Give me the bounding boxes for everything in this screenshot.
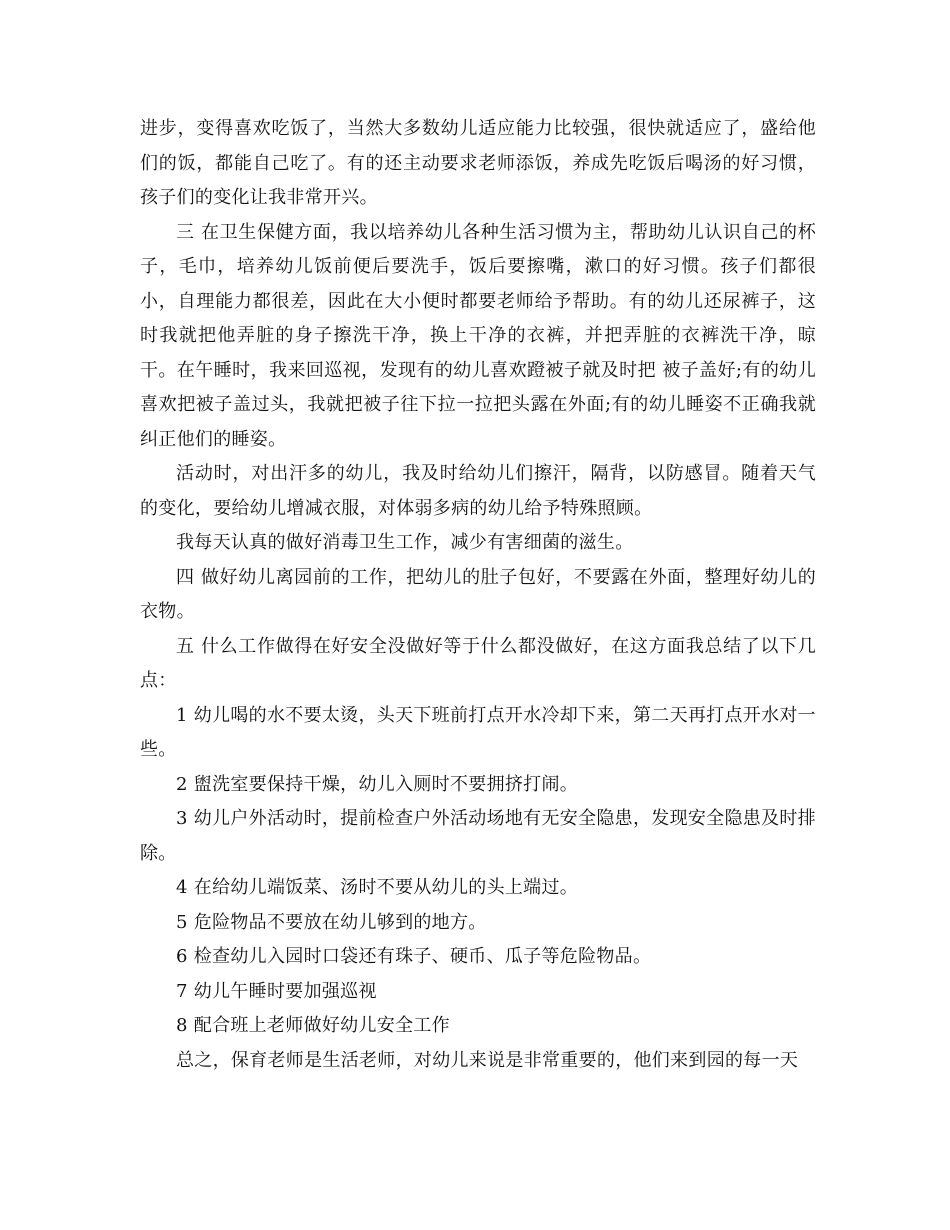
safety-item-6: 6 检查幼儿入园时口袋还有珠子、硬币、瓜子等危险物品。 bbox=[176, 946, 652, 967]
safety-item-2: 2 盥洗室要保持干燥，幼儿入厕时不要拥挤打闹。 bbox=[176, 773, 579, 795]
safety-item-8: 8 配合班上老师做好幼儿安全工作 bbox=[176, 1015, 450, 1036]
paragraph-activity-care: 活动时，对出汗多的幼儿，我及时给幼儿们擦汗，隔背，以防感冒。随着天气的变化，要给幼儿增减衣服，对体弱多病的幼儿给予特殊照顾。 bbox=[140, 463, 816, 519]
document-body bbox=[140, 112, 816, 1078]
safety-item-7: 7 幼儿午睡时要加强巡视 bbox=[176, 980, 377, 1002]
paragraph-conclusion: 总之，保育老师是生活老师，对幼儿来说是非常重要的，他们来到园的每一天 bbox=[176, 1049, 799, 1071]
paragraph-disinfection: 我每天认真的做好消毒卫生工作，减少有害细菌的滋生。 bbox=[176, 532, 634, 553]
safety-item-1: 1 幼儿喝的水不要太烫，头天下班前打点开水冷却下来，第二天再打点开水对一些。 bbox=[140, 704, 816, 760]
paragraph-section-three-hygiene: 三 在卫生保健方面，我以培养幼儿各种生活习惯为主，帮助幼儿认识自己的杯子，毛巾，培养幼儿饭前便后要洗手，饭后要擦嘴，漱口的好习惯。孩子们都很小，自理能力都很差，因此在大小便时都要老师给予帮助。有的幼儿还尿裤子，这时我就把他弄脏的身子擦洗干净，换上干净的衣裤，并把弄脏的衣裤洗干净，晾干。在午睡时，我来回巡视，发现有的幼儿喜欢蹬被子就及时把 被子盖好;有的幼儿喜欢把被子盖过头，我就把被子往下拉一拉把头露在外面;有的幼儿睡姿不正确我就纠正他们的睡姿。 bbox=[140, 221, 816, 450]
safety-item-5: 5 危险物品不要放在幼儿够到的地方。 bbox=[176, 911, 487, 933]
paragraph-section-four-departure: 四 做好幼儿离园前的工作，把幼儿的肚子包好，不要露在外面，整理好幼儿的衣物。 bbox=[140, 566, 816, 622]
safety-item-3: 3 幼儿户外活动时，提前检查户外活动场地有无安全隐患，发现安全隐患及时排除。 bbox=[140, 808, 816, 864]
paragraph-continuation: 进步，变得喜欢吃饭了，当然大多数幼儿适应能力比较强，很快就适应了，盛给他们的饭，都能自己吃了。有的还主动要求老师添饭，养成先吃饭后喝汤的好习惯，孩子们的变化让我非常开兴。 bbox=[140, 118, 816, 208]
safety-item-4: 4 在给幼儿端饭菜、汤时不要从幼儿的头上端过。 bbox=[176, 877, 579, 898]
paragraph-section-five-safety: 五 什么工作做得在好安全没做好等于什么都没做好，在这方面我总结了以下几点： bbox=[140, 635, 816, 691]
